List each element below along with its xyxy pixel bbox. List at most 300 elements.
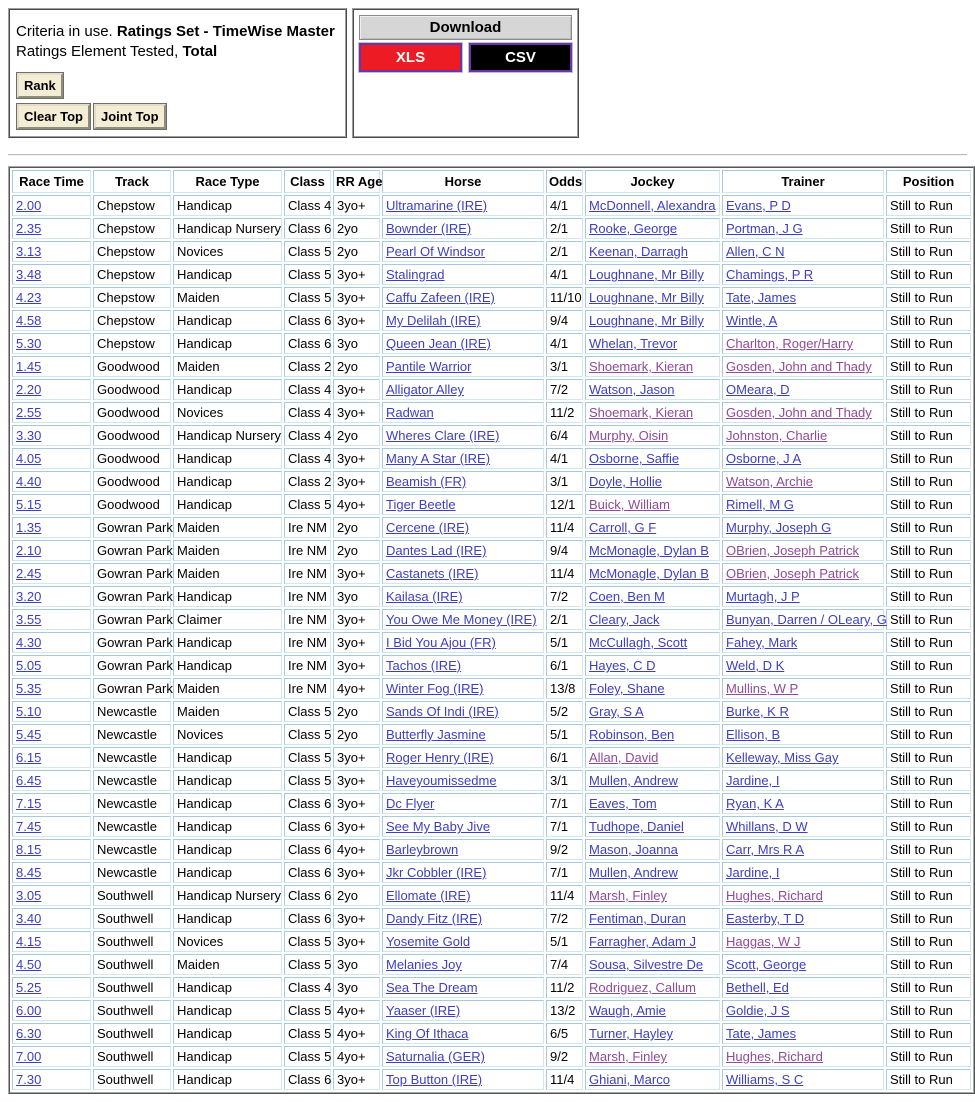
- position-cell: Still to Run: [886, 862, 971, 883]
- trainer-link[interactable]: Wintle, A: [726, 313, 778, 328]
- horse-cell: [382, 632, 544, 653]
- trainer-link[interactable]: Hughes, Richard: [726, 888, 823, 903]
- jockey-cell: [585, 379, 720, 400]
- trainer-link[interactable]: Ryan, K A: [726, 796, 784, 811]
- position-cell: Still to Run: [886, 1023, 971, 1044]
- race-time-link[interactable]: 3.30: [16, 428, 42, 443]
- race-time-link[interactable]: 7.00: [16, 1049, 42, 1064]
- track-cell: Chepstow: [93, 287, 171, 308]
- position-cell: Still to Run: [886, 517, 971, 538]
- horse-link[interactable]: Dc Flyer: [386, 796, 435, 811]
- race-time-link[interactable]: 6.00: [16, 1003, 42, 1018]
- race-time-link[interactable]: 8.45: [16, 865, 42, 880]
- class-cell: Ire NM: [284, 563, 331, 584]
- jockey-cell: [585, 310, 720, 331]
- position-cell: Still to Run: [886, 931, 971, 952]
- jockey-link[interactable]: Mullen, Andrew: [589, 865, 678, 880]
- horse-cell: [382, 724, 544, 745]
- table-row: [12, 333, 971, 354]
- race-time-link[interactable]: 2.45: [16, 566, 42, 581]
- trainer-link[interactable]: Charlton, Roger/Harry: [726, 336, 854, 351]
- horse-link[interactable]: My Delilah (IRE): [386, 313, 481, 328]
- age-cell: 3yo+: [333, 908, 380, 929]
- race-time-link[interactable]: 5.30: [16, 336, 42, 351]
- horse-cell: [382, 195, 544, 216]
- criteria-line2-label: Ratings Element Tested,: [16, 43, 183, 60]
- track-cell: Gowran Park: [93, 540, 171, 561]
- jockey-link[interactable]: Loughnane, Mr Billy: [589, 267, 704, 282]
- horse-link[interactable]: Haveyoumissedme: [386, 773, 497, 788]
- jockey-link[interactable]: Farragher, Adam J: [589, 934, 696, 949]
- race-time-link[interactable]: 4.40: [16, 474, 42, 489]
- horse-link[interactable]: Radwan: [386, 405, 434, 420]
- track-cell: Newcastle: [93, 701, 171, 722]
- race-time-link[interactable]: 8.15: [16, 842, 42, 857]
- race-time-link[interactable]: 2.20: [16, 382, 42, 397]
- horse-link[interactable]: I Bid You Ajou (FR): [386, 635, 496, 650]
- race-time-link[interactable]: 4.58: [16, 313, 42, 328]
- trainer-cell: [722, 632, 884, 653]
- jockey-link[interactable]: Fentiman, Duran: [589, 911, 686, 926]
- trainer-link[interactable]: Chamings, P R: [726, 267, 814, 282]
- track-cell: Newcastle: [93, 816, 171, 837]
- horse-link[interactable]: Yaaser (IRE): [386, 1003, 461, 1018]
- trainer-cell: [722, 724, 884, 745]
- race-time-link[interactable]: 3.13: [16, 244, 42, 259]
- trainer-link[interactable]: Williams, S C: [726, 1072, 804, 1087]
- jockey-cell: [585, 724, 720, 745]
- race-time-link[interactable]: 3.40: [16, 911, 42, 926]
- trainer-link[interactable]: Ellison, B: [726, 727, 781, 742]
- track-cell: Gowran Park: [93, 609, 171, 630]
- track-cell: Southwell: [93, 954, 171, 975]
- race-time-link[interactable]: 3.05: [16, 888, 42, 903]
- horse-link[interactable]: Yosemite Gold: [386, 934, 471, 949]
- age-cell: 3yo: [333, 977, 380, 998]
- race-time-cell: [12, 1046, 91, 1067]
- download-xls-button[interactable]: XLS: [359, 43, 462, 72]
- race-type-cell: Maiden: [173, 356, 282, 377]
- odds-cell: 7/1: [546, 793, 583, 814]
- horse-link[interactable]: Sea The Dream: [386, 980, 478, 995]
- jockey-link[interactable]: Buick, William: [589, 497, 670, 512]
- race-type-cell: Handicap: [173, 839, 282, 860]
- trainer-link[interactable]: Hughes, Richard: [726, 1049, 823, 1064]
- jockey-link[interactable]: Cleary, Jack: [589, 612, 660, 627]
- track-cell: Gowran Park: [93, 632, 171, 653]
- joint-top-button[interactable]: Joint Top: [94, 104, 166, 129]
- jockey-link[interactable]: Turner, Hayley: [589, 1026, 674, 1041]
- jockey-cell: [585, 632, 720, 653]
- horse-link[interactable]: Caffu Zafeen (IRE): [386, 290, 495, 305]
- trainer-link[interactable]: Easterby, T D: [726, 911, 805, 926]
- age-cell: 2yo: [333, 517, 380, 538]
- col-header-class: Class: [284, 170, 331, 193]
- jockey-link[interactable]: Waugh, Amie: [589, 1003, 666, 1018]
- jockey-cell: [585, 195, 720, 216]
- jockey-cell: [585, 793, 720, 814]
- odds-cell: 2/1: [546, 241, 583, 262]
- horse-link[interactable]: Alligator Alley: [386, 382, 465, 397]
- horse-link[interactable]: Wheres Clare (IRE): [386, 428, 500, 443]
- track-cell: Newcastle: [93, 724, 171, 745]
- horse-link[interactable]: Queen Jean (IRE): [386, 336, 491, 351]
- trainer-link[interactable]: Osborne, J A: [726, 451, 802, 466]
- ratings-element-value: Total: [182, 43, 218, 60]
- position-cell: Still to Run: [886, 977, 971, 998]
- track-cell: Goodwood: [93, 494, 171, 515]
- trainer-cell: [722, 241, 884, 262]
- race-time-link[interactable]: 1.45: [16, 359, 42, 374]
- horse-link[interactable]: See My Baby Jive: [386, 819, 491, 834]
- race-time-cell: [12, 793, 91, 814]
- horse-cell: [382, 333, 544, 354]
- jockey-link[interactable]: McCullagh, Scott: [589, 635, 688, 650]
- table-row: [12, 609, 971, 630]
- trainer-link[interactable]: Mullins, W P: [726, 681, 799, 696]
- table-row: [12, 724, 971, 745]
- race-type-cell: Maiden: [173, 563, 282, 584]
- odds-cell: 9/4: [546, 540, 583, 561]
- position-cell: Still to Run: [886, 632, 971, 653]
- trainer-link[interactable]: Weld, D K: [726, 658, 785, 673]
- race-time-cell: [12, 862, 91, 883]
- trainer-cell: [722, 1046, 884, 1067]
- table-row: [12, 448, 971, 469]
- col-header-position: Position: [886, 170, 971, 193]
- horse-link[interactable]: Kailasa (IRE): [386, 589, 463, 604]
- position-cell: Still to Run: [886, 402, 971, 423]
- position-cell: Still to Run: [886, 448, 971, 469]
- jockey-link[interactable]: Marsh, Finley: [589, 888, 668, 903]
- odds-cell: 11/4: [546, 885, 583, 906]
- table-row: [12, 977, 971, 998]
- trainer-cell: [722, 678, 884, 699]
- divider: [8, 154, 967, 156]
- trainer-link[interactable]: Goldie, J S: [726, 1003, 790, 1018]
- jockey-cell: [585, 954, 720, 975]
- class-cell: Ire NM: [284, 609, 331, 630]
- horse-link[interactable]: Bownder (IRE): [386, 221, 472, 236]
- trainer-link[interactable]: Jardine, I: [726, 773, 780, 788]
- horse-link[interactable]: Melanies Joy: [386, 957, 462, 972]
- race-time-link[interactable]: 3.20: [16, 589, 42, 604]
- jockey-link[interactable]: Osborne, Saffie: [589, 451, 680, 466]
- jockey-link[interactable]: Mullen, Andrew: [589, 773, 678, 788]
- table-row: [12, 885, 971, 906]
- horse-link[interactable]: Winter Fog (IRE): [386, 681, 484, 696]
- download-buttons-row: [359, 43, 572, 72]
- race-time-link[interactable]: 7.15: [16, 796, 42, 811]
- jockey-link[interactable]: Doyle, Hollie: [589, 474, 662, 489]
- race-time-cell: [12, 310, 91, 331]
- table-row: [12, 655, 971, 676]
- trainer-link[interactable]: Johnston, Charlie: [726, 428, 828, 443]
- jockey-cell: [585, 770, 720, 791]
- horse-link[interactable]: Barleybrown: [386, 842, 459, 857]
- age-cell: 3yo+: [333, 402, 380, 423]
- race-time-cell: [12, 609, 91, 630]
- horse-link[interactable]: Tachos (IRE): [386, 658, 462, 673]
- trainer-link[interactable]: Gosden, John and Thady: [726, 359, 872, 374]
- jockey-link[interactable]: Murphy, Oisin: [589, 428, 669, 443]
- position-cell: Still to Run: [886, 586, 971, 607]
- race-time-link[interactable]: 5.25: [16, 980, 42, 995]
- trainer-cell: [722, 1023, 884, 1044]
- race-time-link[interactable]: 5.05: [16, 658, 42, 673]
- jockey-link[interactable]: Shoemark, Kieran: [589, 405, 694, 420]
- jockey-link[interactable]: Mason, Joanna: [589, 842, 678, 857]
- jockey-cell: [585, 540, 720, 561]
- race-type-cell: Handicap: [173, 448, 282, 469]
- table-row: [12, 264, 971, 285]
- race-time-link[interactable]: 3.48: [16, 267, 42, 282]
- race-time-link[interactable]: 6.45: [16, 773, 42, 788]
- class-cell: Class 6: [284, 1069, 331, 1090]
- odds-cell: 13/8: [546, 678, 583, 699]
- trainer-link[interactable]: Kelleway, Miss Gay: [726, 750, 839, 765]
- horse-link[interactable]: Castanets (IRE): [386, 566, 479, 581]
- age-cell: 3yo+: [333, 632, 380, 653]
- horse-cell: [382, 586, 544, 607]
- race-time-cell: [12, 517, 91, 538]
- horse-link[interactable]: Butterfly Jasmine: [386, 727, 486, 742]
- race-type-cell: Novices: [173, 402, 282, 423]
- track-cell: Gowran Park: [93, 517, 171, 538]
- position-cell: Still to Run: [886, 1000, 971, 1021]
- track-cell: Chepstow: [93, 333, 171, 354]
- horse-link[interactable]: Cercene (IRE): [386, 520, 470, 535]
- trainer-link[interactable]: Burke, K R: [726, 704, 789, 719]
- jockey-link[interactable]: Marsh, Finley: [589, 1049, 668, 1064]
- horse-cell: [382, 793, 544, 814]
- race-time-link[interactable]: 4.50: [16, 957, 42, 972]
- rank-button[interactable]: Rank: [17, 73, 63, 98]
- trainer-link[interactable]: Murphy, Joseph G: [726, 520, 832, 535]
- age-cell: 4yo+: [333, 1000, 380, 1021]
- trainer-cell: [722, 425, 884, 446]
- race-time-cell: [12, 770, 91, 791]
- jockey-link[interactable]: Keenan, Darragh: [589, 244, 689, 259]
- odds-cell: 6/1: [546, 747, 583, 768]
- horse-link[interactable]: Many A Star (IRE): [386, 451, 491, 466]
- horse-link[interactable]: Beamish (FR): [386, 474, 467, 489]
- trainer-link[interactable]: Tate, James: [726, 290, 797, 305]
- position-cell: Still to Run: [886, 494, 971, 515]
- race-type-cell: Claimer: [173, 609, 282, 630]
- race-time-cell: [12, 701, 91, 722]
- horse-cell: [382, 816, 544, 837]
- class-cell: Class 4: [284, 379, 331, 400]
- jockey-link[interactable]: Robinson, Ben: [589, 727, 675, 742]
- jockey-link[interactable]: Ghiani, Marco: [589, 1072, 670, 1087]
- horse-link[interactable]: Ellomate (IRE): [386, 888, 471, 903]
- table-row: [12, 195, 971, 216]
- horse-cell: [382, 655, 544, 676]
- jockey-link[interactable]: Tudhope, Daniel: [589, 819, 684, 834]
- races-table: [8, 166, 975, 1094]
- race-time-link[interactable]: 4.30: [16, 635, 42, 650]
- position-cell: Still to Run: [886, 678, 971, 699]
- class-cell: Class 6: [284, 333, 331, 354]
- trainer-cell: [722, 379, 884, 400]
- horse-link[interactable]: Pearl Of Windsor: [386, 244, 485, 259]
- trainer-cell: [722, 517, 884, 538]
- table-row: [12, 586, 971, 607]
- horse-cell: [382, 862, 544, 883]
- race-time-cell: [12, 264, 91, 285]
- position-cell: Still to Run: [886, 310, 971, 331]
- trainer-link[interactable]: Watson, Archie: [726, 474, 813, 489]
- jockey-link[interactable]: McMonagle, Dylan B: [589, 543, 709, 558]
- age-cell: 2yo: [333, 241, 380, 262]
- odds-cell: 5/1: [546, 931, 583, 952]
- jockey-link[interactable]: Shoemark, Kieran: [589, 359, 694, 374]
- race-time-link[interactable]: 4.05: [16, 451, 42, 466]
- class-cell: Class 4: [284, 425, 331, 446]
- jockey-link[interactable]: Rodriguez, Callum: [589, 980, 696, 995]
- jockey-link[interactable]: Coen, Ben M: [589, 589, 665, 604]
- track-cell: Southwell: [93, 885, 171, 906]
- race-time-link[interactable]: 7.45: [16, 819, 42, 834]
- position-cell: Still to Run: [886, 655, 971, 676]
- ratings-set-value: Ratings Set - TimeWise Master: [116, 23, 335, 40]
- jockey-link[interactable]: Eaves, Tom: [589, 796, 657, 811]
- jockey-link[interactable]: Sousa, Silvestre De: [589, 957, 704, 972]
- horse-link[interactable]: Dantes Lad (IRE): [386, 543, 487, 558]
- trainer-link[interactable]: Gosden, John and Thady: [726, 405, 872, 420]
- horse-link[interactable]: Stalingrad: [386, 267, 445, 282]
- trainer-link[interactable]: Murtagh, J P: [726, 589, 800, 604]
- class-cell: Class 4: [284, 448, 331, 469]
- horse-link[interactable]: Dandy Fitz (IRE): [386, 911, 483, 926]
- horse-cell: [382, 540, 544, 561]
- jockey-link[interactable]: Watson, Jason: [589, 382, 675, 397]
- class-cell: Class 5: [284, 1000, 331, 1021]
- jockey-cell: [585, 678, 720, 699]
- race-time-link[interactable]: 6.15: [16, 750, 42, 765]
- horse-link[interactable]: Top Button (IRE): [386, 1072, 483, 1087]
- race-type-cell: Handicap: [173, 977, 282, 998]
- trainer-link[interactable]: Haggas, W J: [726, 934, 801, 949]
- trainer-link[interactable]: OMeara, D: [726, 382, 790, 397]
- trainer-cell: [722, 655, 884, 676]
- table-row: [12, 471, 971, 492]
- horse-link[interactable]: Ultramarine (IRE): [386, 198, 488, 213]
- horse-cell: [382, 1000, 544, 1021]
- age-cell: 3yo+: [333, 609, 380, 630]
- race-time-link[interactable]: 1.35: [16, 520, 42, 535]
- horse-link[interactable]: Roger Henry (IRE): [386, 750, 494, 765]
- table-row: [12, 1046, 971, 1067]
- trainer-link[interactable]: Scott, George: [726, 957, 807, 972]
- age-cell: 2yo: [333, 425, 380, 446]
- position-cell: Still to Run: [886, 195, 971, 216]
- jockey-cell: [585, 563, 720, 584]
- class-cell: Class 6: [284, 793, 331, 814]
- trainer-link[interactable]: Carr, Mrs R A: [726, 842, 805, 857]
- race-time-link[interactable]: 2.55: [16, 405, 42, 420]
- jockey-link[interactable]: Rooke, George: [589, 221, 678, 236]
- track-cell: Goodwood: [93, 425, 171, 446]
- table-row: [12, 931, 971, 952]
- table-row: [12, 862, 971, 883]
- trainer-cell: [722, 264, 884, 285]
- horse-link[interactable]: Tiger Beetle: [386, 497, 456, 512]
- horse-link[interactable]: Sands Of Indi (IRE): [386, 704, 499, 719]
- trainer-link[interactable]: Allen, C N: [726, 244, 785, 259]
- jockey-link[interactable]: Hayes, C D: [589, 658, 656, 673]
- horse-link[interactable]: King Of Ithaca: [386, 1026, 469, 1041]
- horse-cell: [382, 356, 544, 377]
- race-time-link[interactable]: 2.00: [16, 198, 42, 213]
- trainer-link[interactable]: Evans, P D: [726, 198, 791, 213]
- trainer-link[interactable]: Whillans, D W: [726, 819, 808, 834]
- trainer-link[interactable]: Rimell, M G: [726, 497, 794, 512]
- race-time-link[interactable]: 5.15: [16, 497, 42, 512]
- race-time-link[interactable]: 5.45: [16, 727, 42, 742]
- jockey-link[interactable]: McMonagle, Dylan B: [589, 566, 709, 581]
- odds-cell: 4/1: [546, 264, 583, 285]
- jockey-link[interactable]: Whelan, Trevor: [589, 336, 678, 351]
- trainer-link[interactable]: Tate, James: [726, 1026, 797, 1041]
- jockey-link[interactable]: Gray, S A: [589, 704, 644, 719]
- race-time-link[interactable]: 3.55: [16, 612, 42, 627]
- trainer-link[interactable]: Jardine, I: [726, 865, 780, 880]
- track-cell: Chepstow: [93, 241, 171, 262]
- race-time-link[interactable]: 5.10: [16, 704, 42, 719]
- horse-cell: [382, 264, 544, 285]
- clear-top-button[interactable]: Clear Top: [17, 104, 90, 129]
- trainer-cell: [722, 471, 884, 492]
- jockey-link[interactable]: Carroll, G F: [589, 520, 657, 535]
- download-csv-button[interactable]: CSV: [469, 43, 572, 72]
- horse-link[interactable]: Pantile Warrior: [386, 359, 472, 374]
- jockey-link[interactable]: Loughnane, Mr Billy: [589, 313, 704, 328]
- jockey-link[interactable]: McDonnell, Alexandra: [589, 198, 716, 213]
- trainer-link[interactable]: Bunyan, Darren / OLeary, G: [726, 612, 887, 627]
- odds-cell: 2/1: [546, 218, 583, 239]
- race-type-cell: Maiden: [173, 517, 282, 538]
- jockey-link[interactable]: Foley, Shane: [589, 681, 665, 696]
- horse-link[interactable]: Saturnalia (GER): [386, 1049, 485, 1064]
- jockey-cell: [585, 425, 720, 446]
- class-cell: Class 6: [284, 310, 331, 331]
- trainer-link[interactable]: OBrien, Joseph Patrick: [726, 566, 859, 581]
- horse-cell: [382, 977, 544, 998]
- race-time-link[interactable]: 2.10: [16, 543, 42, 558]
- table-row: [12, 356, 971, 377]
- race-time-link[interactable]: 7.30: [16, 1072, 42, 1087]
- trainer-link[interactable]: Portman, J G: [726, 221, 803, 236]
- race-time-link[interactable]: 2.35: [16, 221, 42, 236]
- trainer-link[interactable]: Bethell, Ed: [726, 980, 789, 995]
- trainer-link[interactable]: OBrien, Joseph Patrick: [726, 543, 859, 558]
- odds-cell: 2/1: [546, 609, 583, 630]
- race-time-link[interactable]: 5.35: [16, 681, 42, 696]
- race-time-link[interactable]: 4.23: [16, 290, 42, 305]
- race-time-link[interactable]: 6.30: [16, 1026, 42, 1041]
- horse-link[interactable]: Jkr Cobbler (IRE): [386, 865, 487, 880]
- odds-cell: 11/2: [546, 402, 583, 423]
- race-time-cell: [12, 1000, 91, 1021]
- horse-link[interactable]: You Owe Me Money (IRE): [386, 612, 537, 627]
- race-time-link[interactable]: 4.15: [16, 934, 42, 949]
- trainer-link[interactable]: Fahey, Mark: [726, 635, 798, 650]
- table-row: [12, 241, 971, 262]
- jockey-link[interactable]: Allan, David: [589, 750, 659, 765]
- jockey-link[interactable]: Loughnane, Mr Billy: [589, 290, 704, 305]
